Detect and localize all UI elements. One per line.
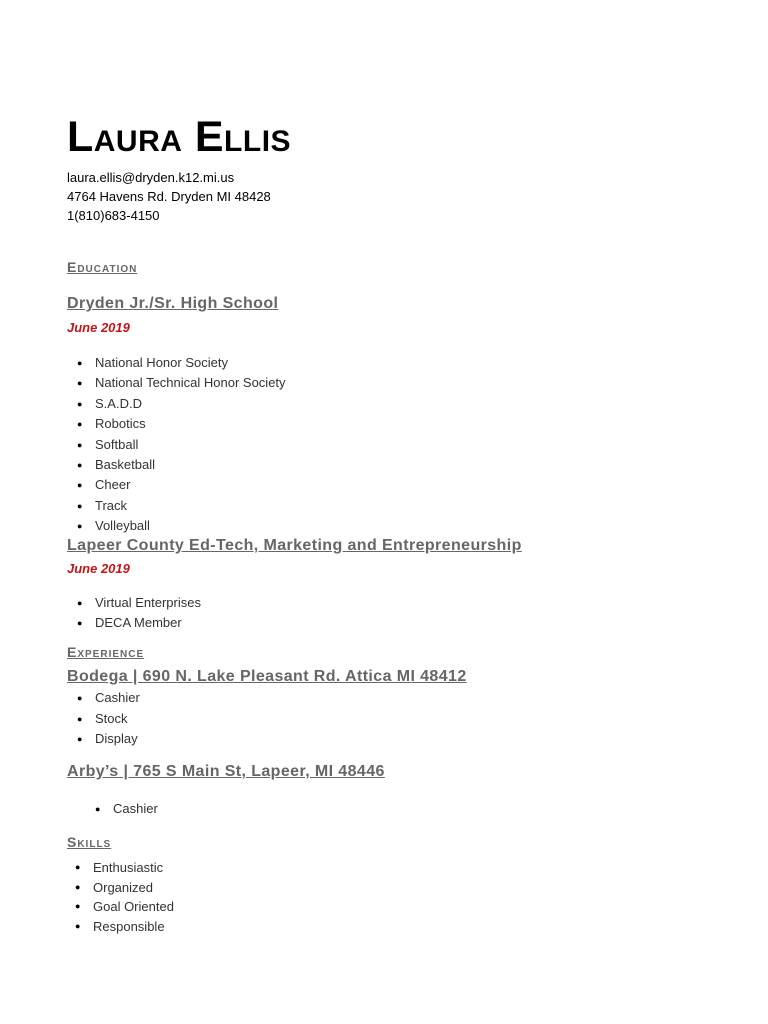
resume-name: Laura Ellis <box>67 113 292 161</box>
contact-block <box>67 168 271 225</box>
list-item: ● National Technical Honor Society <box>69 373 286 393</box>
list-item: ● Virtual Enterprises <box>69 593 201 613</box>
completion-date: June 2019 <box>67 561 130 576</box>
skills-list <box>67 858 174 937</box>
list-item: ● Enthusiastic <box>67 858 174 878</box>
list-item: ● Volleyball <box>69 516 286 536</box>
contact-email: laura.ellis@dryden.k12.mi.us <box>67 170 235 185</box>
program-activities-list <box>69 593 201 634</box>
list-item: ● Responsible <box>67 917 174 937</box>
school-name: Lapeer County Ed-Tech, Marketing and Entrepreneurship <box>67 537 522 554</box>
employer-name: Arby’s | 765 S Main St, Lapeer, MI 48446 <box>67 763 385 780</box>
list-item: ● Cheer <box>69 475 286 495</box>
graduation-date: June 2019 <box>67 320 130 335</box>
job-duties-list <box>87 799 158 819</box>
list-item: ● Softball <box>69 435 286 455</box>
job-duties-list <box>69 688 140 750</box>
list-item: ● Organized <box>67 878 174 898</box>
contact-address: 4764 Havens Rd. Dryden MI 48428 <box>67 189 271 204</box>
education-heading: Education <box>67 259 138 275</box>
list-item: ● Goal Oriented <box>67 897 174 917</box>
skills-heading: Skills <box>67 834 112 850</box>
list-item: ● Display <box>69 729 140 750</box>
list-item: ● National Honor Society <box>69 353 286 373</box>
contact-phone: 1(810)683-4150 <box>67 208 160 223</box>
list-item: ● Robotics <box>69 414 286 434</box>
list-item: ● S.A.D.D <box>69 394 286 414</box>
list-item: ● Track <box>69 496 286 516</box>
employer-name: Bodega | 690 N. Lake Pleasant Rd. Attica MI 48412 <box>67 668 467 685</box>
school-activities-list <box>69 353 286 537</box>
list-item: ● Basketball <box>69 455 286 475</box>
experience-heading: Experience <box>67 644 145 660</box>
list-item: ● Cashier <box>69 688 140 709</box>
list-item: ● Cashier <box>87 799 158 819</box>
list-item: ● Stock <box>69 709 140 730</box>
school-name: Dryden Jr./Sr. High School <box>67 295 279 312</box>
list-item: ● DECA Member <box>69 613 201 633</box>
